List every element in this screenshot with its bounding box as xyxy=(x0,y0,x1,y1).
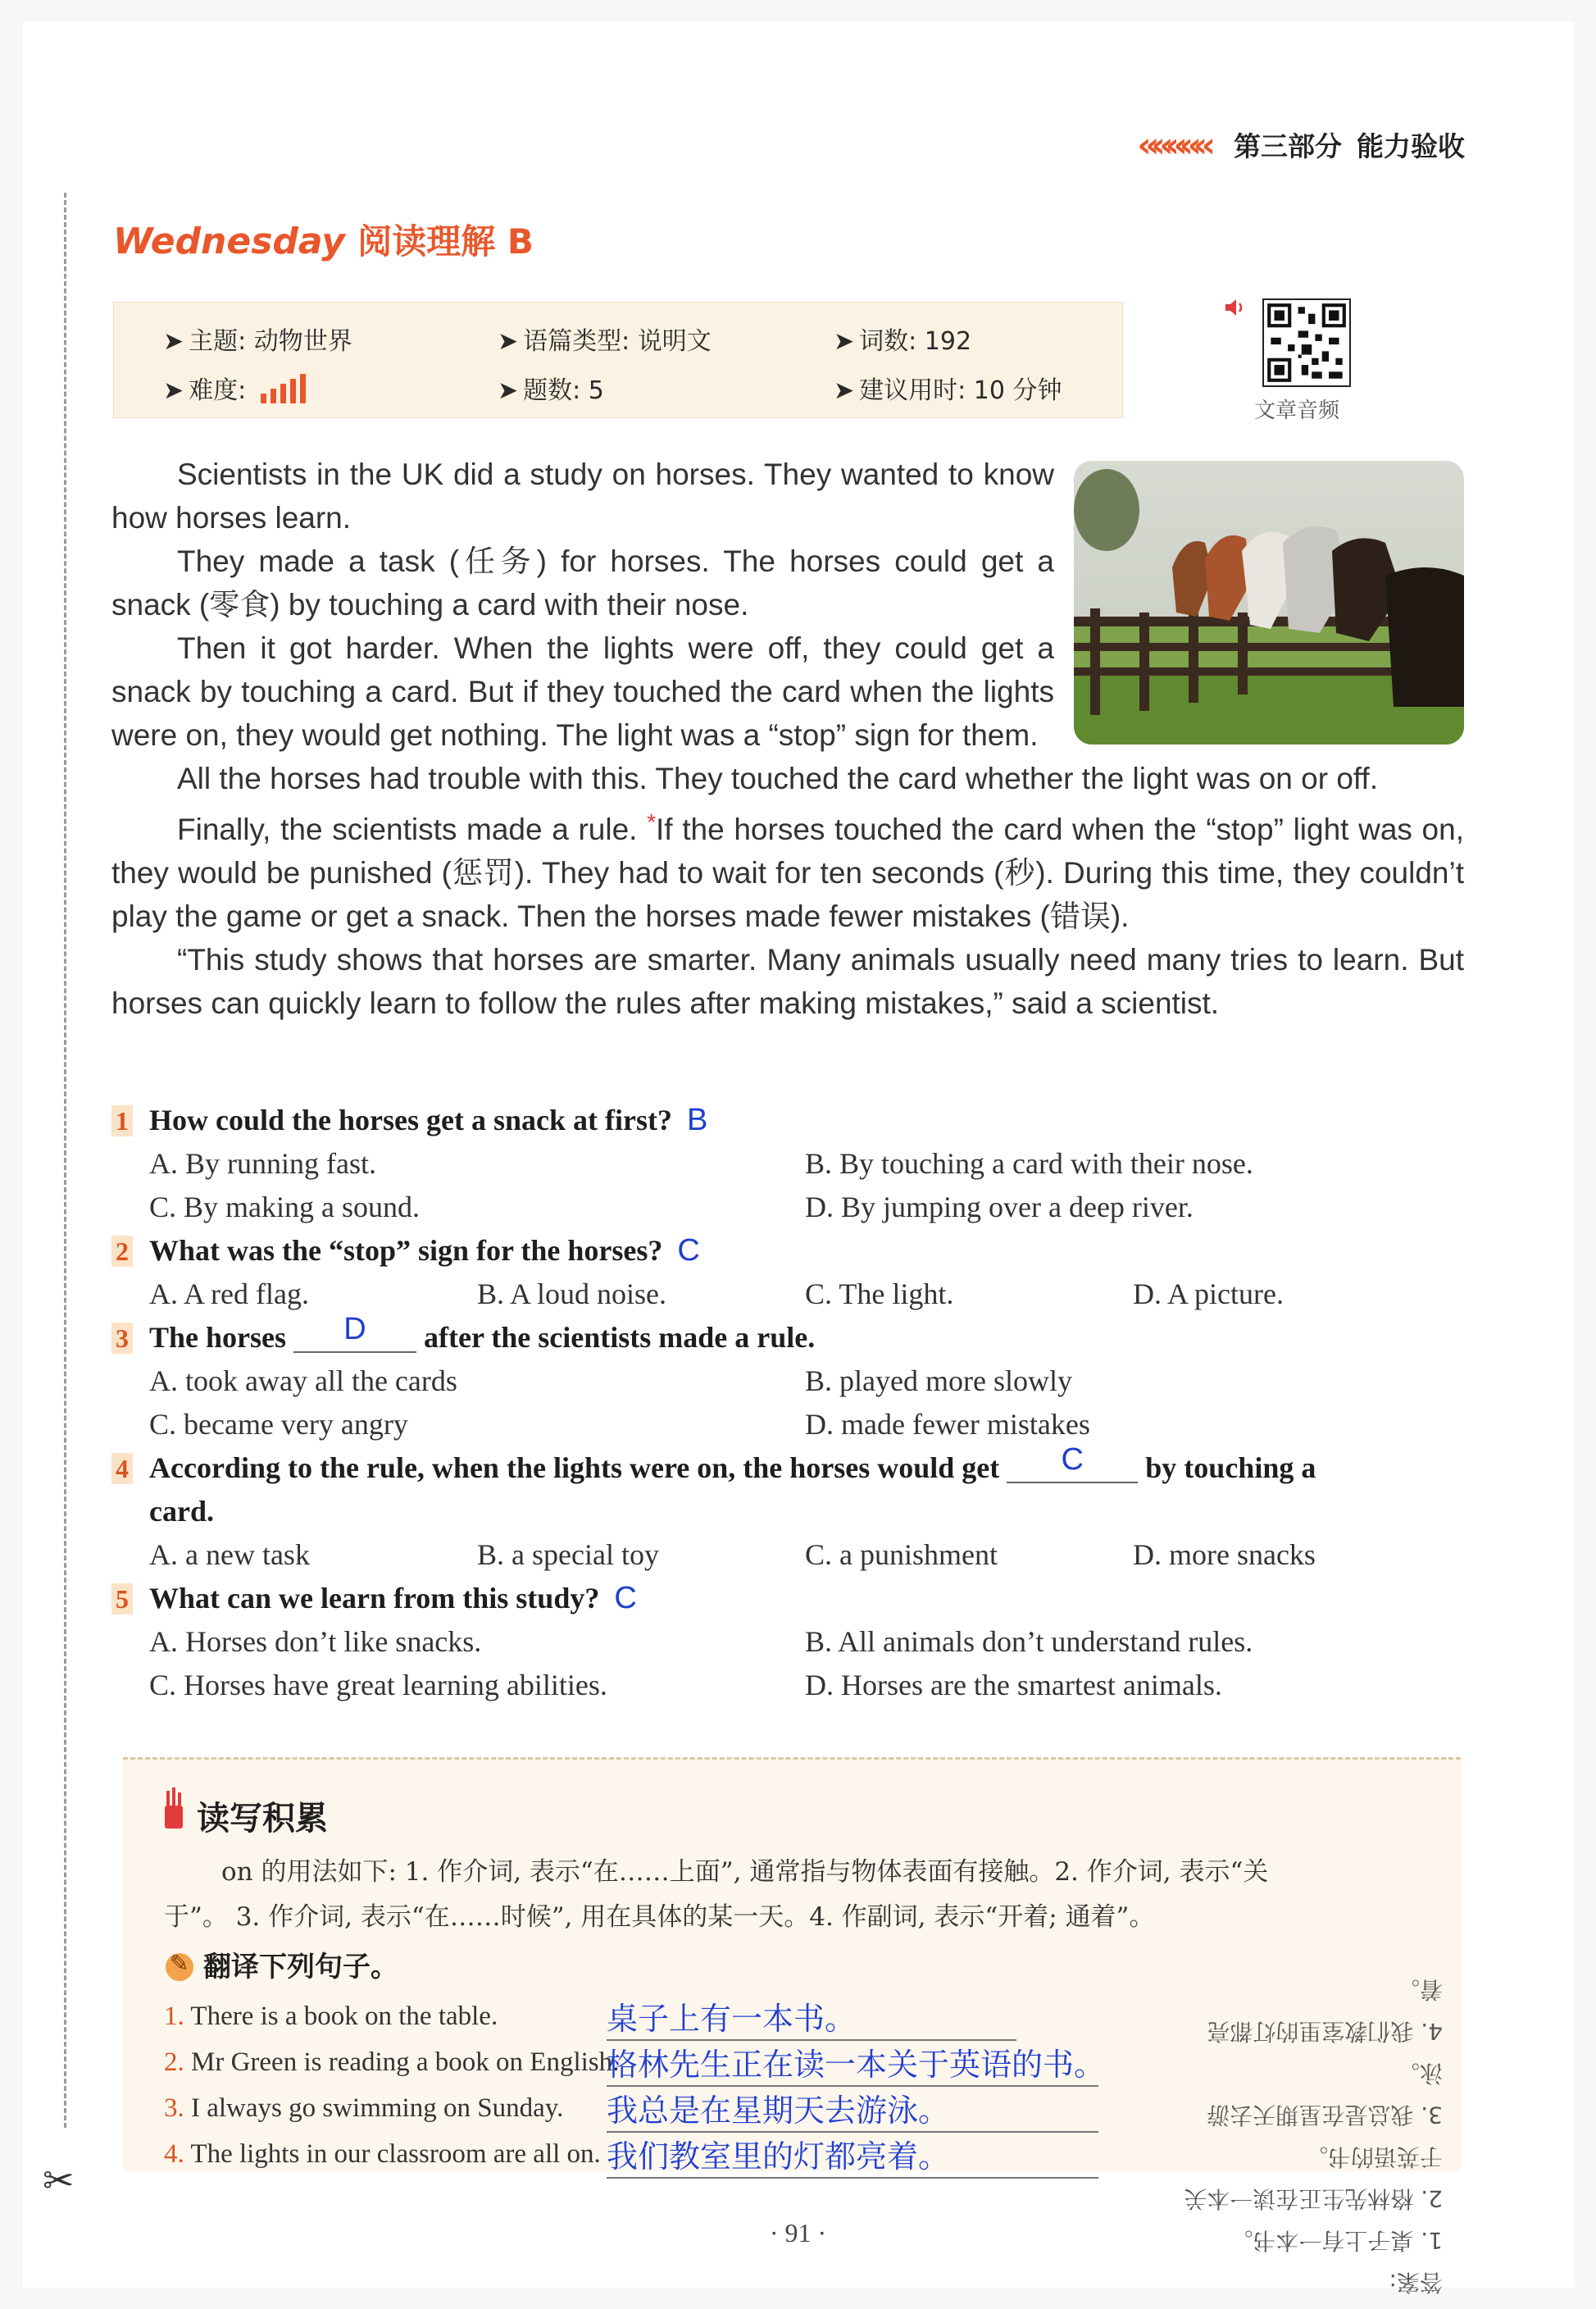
option-d: D. A picture. xyxy=(1133,1277,1284,1310)
answer-mark: D xyxy=(343,1312,366,1346)
translate-item: 2. Mr Green is reading a book on English. xyxy=(164,2047,620,2077)
answer-mark: C xyxy=(677,1233,700,1268)
question-stem: What can we learn from this study? xyxy=(149,1582,600,1614)
answer-mark: B xyxy=(686,1103,708,1137)
handwritten-answer: 格林先生正在读一本关于英语的书。 xyxy=(607,2047,1106,2083)
question-1 xyxy=(111,1099,1472,1142)
handwritten-answer: 我总是在星期天去游泳。 xyxy=(607,2093,950,2129)
answer-mark: C xyxy=(1061,1442,1084,1477)
option-b: B. a special toy xyxy=(477,1538,659,1571)
option-a: A. took away all the cards xyxy=(149,1364,457,1397)
translate-heading: ✎翻译下列句子。 xyxy=(166,1944,398,1984)
option-d: D. By jumping over a deep river. xyxy=(805,1191,1194,1223)
answer-blank[interactable] xyxy=(293,1308,416,1353)
lesson-title xyxy=(113,215,534,264)
question-stem-cont: card. xyxy=(149,1495,214,1528)
option-b: B. All animals don’t understand rules. xyxy=(805,1625,1253,1658)
question-list xyxy=(111,1099,1472,1707)
usage-note: on 的用法如下: 1. 作介词, 表示“在……上面”, 通常指与物体表面有接触。2. 作介词, 表示“关 于”。 3. 作介词, 表示“在……时候”, 用在具体的某一天。4. 作副词, 表示“开着; 通着”。 xyxy=(164,1857,1269,1932)
lesson-title-en: Wednesday xyxy=(113,221,345,262)
info-topic: ➤ 主题: 动物世界 xyxy=(163,327,352,356)
qr-code-icon[interactable] xyxy=(1262,298,1351,387)
question-stem-end: by touching a xyxy=(1145,1451,1316,1484)
chevrons-icon: ««««« xyxy=(1137,125,1207,165)
option-b: B. By touching a card with their nose. xyxy=(805,1147,1253,1180)
question-number: 1 xyxy=(111,1105,133,1136)
option-a: A. A red flag. xyxy=(149,1277,309,1310)
option-b: B. played more slowly xyxy=(805,1364,1072,1397)
info-difficulty: ➤ 难度: xyxy=(163,370,310,410)
option-d: D. made fewer mistakes xyxy=(805,1408,1090,1441)
option-d: D. Horses are the smartest animals. xyxy=(805,1669,1222,1701)
question-number: 5 xyxy=(111,1583,133,1614)
question-number: 2 xyxy=(111,1236,133,1267)
option-a: A. a new task xyxy=(149,1538,310,1571)
question-4 xyxy=(111,1442,1472,1490)
audio-label: 文章音频 xyxy=(1254,398,1340,423)
cut-line xyxy=(64,193,66,2128)
question-stem-start: The horses xyxy=(149,1321,287,1354)
translate-item: 3. I always go swimming on Sunday. xyxy=(164,2093,564,2123)
info-question-count: ➤ 题数: 5 xyxy=(498,376,604,405)
option-d: D. more snacks xyxy=(1133,1538,1316,1571)
page-number: · 91 · xyxy=(769,2218,827,2248)
option-c: C. became very angry xyxy=(149,1408,408,1441)
question-stem-start: According to the rule, when the lights were on, the horses would get xyxy=(149,1451,1000,1484)
translate-item: 4. The lights in our classroom are all on. xyxy=(164,2139,601,2169)
section-header xyxy=(1137,125,1465,165)
lesson-title-cn: 阅读理解 B xyxy=(357,221,534,262)
question-stem: What was the “stop” sign for the horses? xyxy=(149,1234,663,1267)
section-name: 能力验收 xyxy=(1357,130,1465,162)
answer-blank[interactable] xyxy=(1007,1438,1138,1483)
option-c: C. Horses have great learning abilities. xyxy=(149,1669,607,1701)
translate-item: 1. There is a book on the table. xyxy=(164,2002,498,2031)
box-title: 读写积累 xyxy=(197,1800,328,1838)
option-b: B. A loud noise. xyxy=(477,1277,667,1310)
info-box xyxy=(113,302,1123,418)
scissors-icon: ✂ xyxy=(43,2158,75,2202)
passage-paragraph: They made a task (任务) for horses. The horses could get a snack (零食) by touching a card with their nose. xyxy=(111,544,1054,622)
difficulty-bars xyxy=(261,374,310,410)
question-3 xyxy=(111,1312,1472,1359)
question-number: 4 xyxy=(111,1453,133,1484)
option-c: C. a punishment xyxy=(805,1538,998,1571)
option-a: A. Horses don’t like snacks. xyxy=(149,1625,482,1658)
reading-passage xyxy=(111,453,1464,1025)
inverted-answer-key: 答案: 1. 桌子上有一本书。 2. 格林先生正在读一本关于英语的书。 3. 我总是在星期天去游泳。 4. 我们教室里的灯都亮着。 xyxy=(1184,1976,1443,2296)
passage-paragraph: “This study shows that horses are smarter. Many animals usually need many tries to learn. But horses can quickly learn to follow the rules after making mistakes,” said a scientist. xyxy=(111,943,1464,1020)
option-c: C. The light. xyxy=(805,1277,954,1310)
speaker-icon[interactable] xyxy=(1223,295,1248,320)
passage-paragraph: All the horses had trouble with this. They touched the card whether the light was on or off. xyxy=(177,762,1379,795)
pencil-cup-icon xyxy=(162,1788,185,1830)
handwritten-answer: 我们教室里的灯都亮着。 xyxy=(607,2138,950,2175)
question-number: 3 xyxy=(111,1323,133,1354)
passage-paragraph: Then it got harder. When the lights were off, they could get a snack by touching a card. But if they touched the card when the lights were on, they would get nothing. The light was a “stop” sign for them. xyxy=(111,631,1054,752)
section-label: 第三部分 xyxy=(1234,130,1342,162)
info-suggested-time: ➤ 建议用时: 10 分钟 xyxy=(834,376,1062,405)
pencil-icon xyxy=(166,1953,193,1981)
answer-line[interactable] xyxy=(607,2177,1098,2179)
passage-paragraph: Scientists in the UK did a study on horses. They wanted to know how horses learn. xyxy=(111,458,1054,535)
question-5 xyxy=(111,1577,1472,1620)
passage-paragraph-key: Finally, the scientists made a rule. *If the horses touched the card when the “stop” light was on, they would be punished (惩罚). They had to wait for ten seconds (秒). During this time, they couldn’t play the game or get a snack. Then the horses made fewer mistakes (错误). xyxy=(111,809,1464,933)
answer-mark: C xyxy=(614,1581,637,1615)
option-c: C. By making a sound. xyxy=(149,1191,420,1223)
question-stem-end: after the scientists made a rule. xyxy=(424,1321,816,1354)
star-mark: * xyxy=(647,809,657,835)
info-genre: ➤ 语篇类型: 说明文 xyxy=(498,327,712,356)
option-a: A. By running fast. xyxy=(149,1147,376,1180)
info-word-count: ➤ 词数: 192 xyxy=(834,327,972,356)
handwritten-answer: 桌子上有一本书。 xyxy=(607,2001,857,2037)
question-stem: How could the horses get a snack at first? xyxy=(149,1104,672,1136)
question-2 xyxy=(111,1229,1472,1273)
